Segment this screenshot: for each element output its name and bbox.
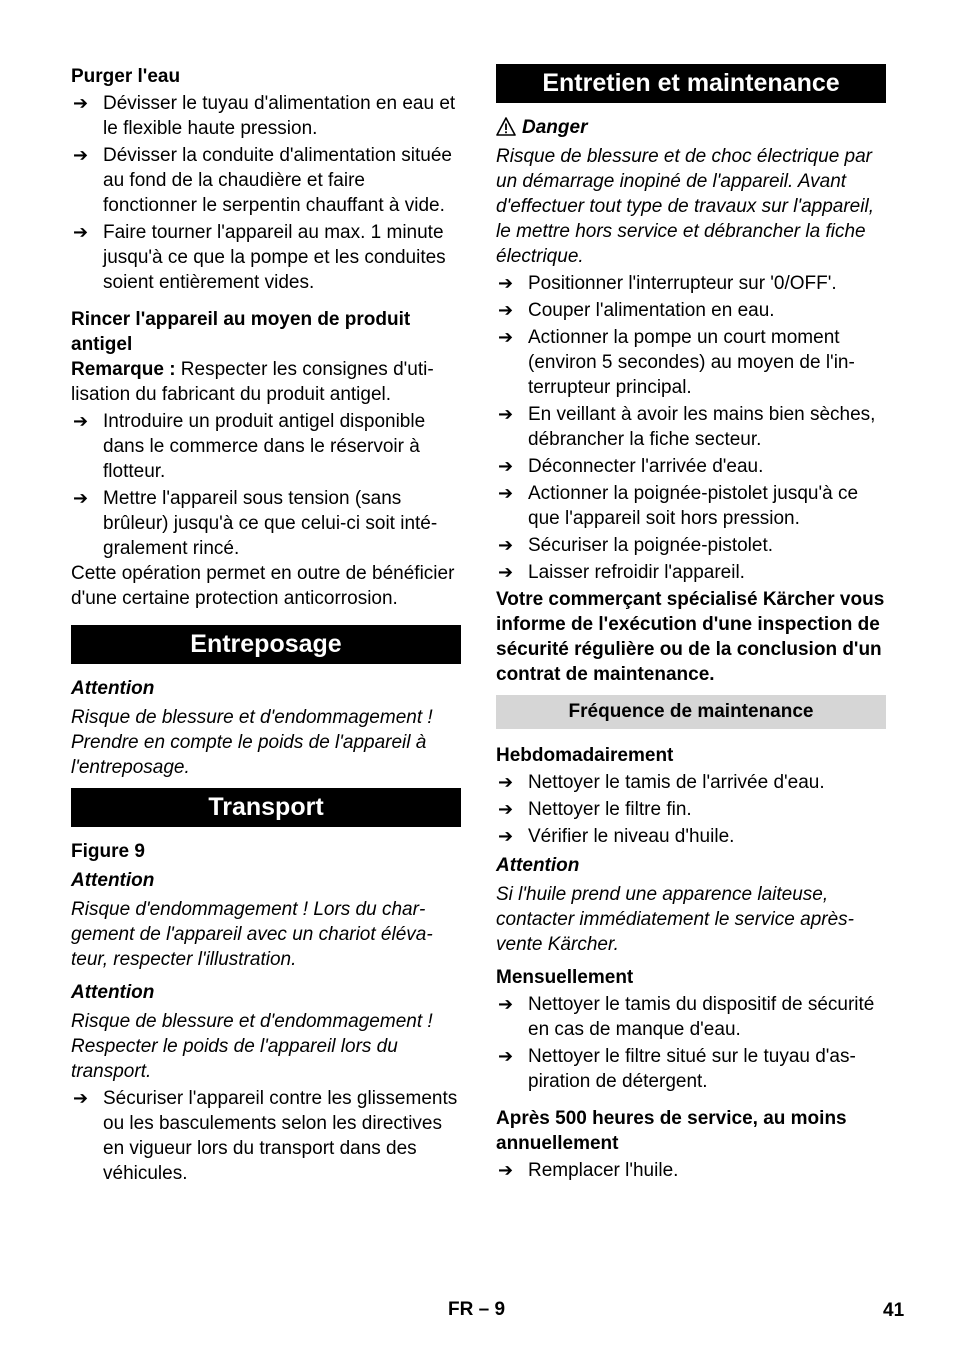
rinse-title: Rincer l'appareil au moyen de produit antigel: [71, 309, 411, 355]
right-arrow-icon: ➔: [73, 488, 89, 508]
right-arrow-icon: ➔: [498, 404, 514, 424]
annual-title: Après 500 heures de service, au moins annuellement: [496, 1108, 847, 1154]
list-item: ➔ Actionner la pompe un court moment (environ 5 secondes) au moyen de l'interrupteur principal.: [498, 327, 855, 398]
transport-attention-1-text: Risque d'endommagement ! Lors du chargement de l'appareil avec un chariot élévateur, respecter l'illustration.: [71, 899, 433, 970]
danger-heading: Danger: [496, 115, 886, 140]
list-item: ➔ Positionner l'interrupteur sur '0/OFF'.: [498, 273, 837, 294]
list-item: ➔ Sécuriser l'appareil contre les glissements ou les basculements selon les directives en vigueur lors du transport dans des véhicules.: [73, 1088, 458, 1184]
list-item: ➔ Couper l'alimentation en eau.: [498, 300, 775, 321]
right-arrow-icon: ➔: [73, 1088, 89, 1108]
right-arrow-icon: ➔: [498, 1046, 514, 1066]
right-arrow-icon: ➔: [73, 411, 89, 431]
right-arrow-icon: ➔: [498, 772, 514, 792]
right-arrow-icon: ➔: [73, 222, 89, 242]
right-arrow-icon: ➔: [73, 93, 89, 113]
weekly-list: [496, 770, 886, 849]
remark: Remarque : Respecter les consignes d'utilisation du fabricant du produit antigel.: [71, 359, 434, 405]
transport-attention-2: Attention: [71, 982, 155, 1003]
list-item: ➔ En veillant à avoir les mains bien sèches, débrancher la fiche secteur.: [498, 404, 876, 450]
right-arrow-icon: ➔: [498, 535, 514, 555]
list-item: ➔ Nettoyer le filtre fin.: [498, 799, 692, 820]
transport-banner: Transport: [71, 788, 461, 827]
purge-list: [71, 91, 461, 295]
storage-banner: Entreposage: [71, 625, 461, 664]
right-arrow-icon: ➔: [498, 562, 514, 582]
monthly-list: [496, 992, 886, 1094]
list-item: ➔ Vérifier le niveau d'huile.: [498, 826, 735, 847]
danger-text: Risque de blessure et de choc électrique par un démarrage inopiné de l'appareil. Avant d'effectuer tout type de travaux sur l'appareil, le mettre hors service et débrancher la fiche électrique.: [496, 146, 874, 267]
maintenance-banner: Entretien et maintenance: [496, 64, 886, 103]
warning-triangle-icon: [496, 117, 516, 136]
weekly-attention-text: Si l'huile prend une apparence laiteuse, contacter immédiatement le service aprèsvente Kärcher.: [496, 884, 854, 955]
dealer-note: Votre commerçant spécialisé Kärcher vous informe de l'exécution d'une inspection de sécurité régulière ou de la conclusion d'un contrat de maintenance.: [496, 589, 885, 685]
right-arrow-icon: ➔: [498, 826, 514, 846]
rinse-note: Cette opération permet en outre de bénéficier d'une certaine protection anticorrosion.: [71, 563, 455, 609]
figure-label: Figure 9: [71, 841, 145, 862]
list-item: ➔ Nettoyer le tamis de l'arrivée d'eau.: [498, 772, 825, 793]
list-item: ➔ Dévisser la conduite d'alimentation située au fond de la chaudière et faire fonctionner le serpentin chauffant à vide.: [73, 145, 452, 216]
right-arrow-icon: ➔: [498, 300, 514, 320]
storage-attention: Attention: [71, 678, 155, 699]
right-arrow-icon: ➔: [498, 483, 514, 503]
list-item: ➔ Nettoyer le tamis du dispositif de sécurité en cas de manque d'eau.: [498, 994, 875, 1040]
footer-section-label: FR – 9: [448, 1299, 506, 1320]
right-column: [496, 64, 886, 1183]
list-item: ➔ Laisser refroidir l'appareil.: [498, 562, 745, 583]
weekly-attention: Attention: [496, 855, 580, 876]
annual-list: [496, 1158, 886, 1183]
list-item: ➔ Mettre l'appareil sous tension (sans brûleur) jusqu'à ce que celui-ci soit intégralement rincé.: [73, 488, 438, 559]
right-arrow-icon: ➔: [498, 799, 514, 819]
right-arrow-icon: ➔: [498, 273, 514, 293]
left-column: [71, 64, 461, 1186]
list-item: ➔ Actionner la poignée-pistolet jusqu'à ce que l'appareil soit hors pression.: [498, 483, 859, 529]
list-item: ➔ Introduire un produit antigel disponible dans le commerce dans le réservoir à flotteur.: [73, 411, 426, 482]
purge-title: Purger l'eau: [71, 66, 181, 87]
rinse-list: [71, 409, 461, 561]
transport-attention-2-text: Risque de blessure et d'endommagement ! Respecter le poids de l'appareil lors du transport.: [71, 1011, 433, 1082]
right-arrow-icon: ➔: [498, 994, 514, 1014]
transport-attention-1: Attention: [71, 870, 155, 891]
list-item: ➔ Déconnecter l'arrivée d'eau.: [498, 456, 764, 477]
list-item: ➔ Faire tourner l'appareil au max. 1 minute jusqu'à ce que la pompe et les conduites soient entièrement vides.: [73, 222, 446, 293]
list-item: ➔ Nettoyer le filtre situé sur le tuyau d'aspiration de détergent.: [498, 1046, 856, 1092]
page-number: 41: [883, 1300, 905, 1321]
list-item: ➔ Sécuriser la poignée-pistolet.: [498, 535, 774, 556]
list-item: ➔ Dévisser le tuyau d'alimentation en eau et le flexible haute pression.: [73, 93, 456, 139]
right-arrow-icon: ➔: [498, 1160, 514, 1180]
transport-list: [71, 1086, 461, 1186]
frequency-header: Fréquence de maintenance: [496, 695, 886, 729]
storage-attention-text: Risque de blessure et d'endommagement ! Prendre en compte le poids de l'appareil à l'entreposage.: [71, 707, 433, 778]
right-arrow-icon: ➔: [498, 327, 514, 347]
right-arrow-icon: ➔: [73, 145, 89, 165]
danger-list: [496, 271, 886, 585]
weekly-title: Hebdomadairement: [496, 745, 674, 766]
right-arrow-icon: ➔: [498, 456, 514, 476]
monthly-title: Mensuellement: [496, 967, 634, 988]
list-item: ➔ Remplacer l'huile.: [498, 1160, 679, 1181]
